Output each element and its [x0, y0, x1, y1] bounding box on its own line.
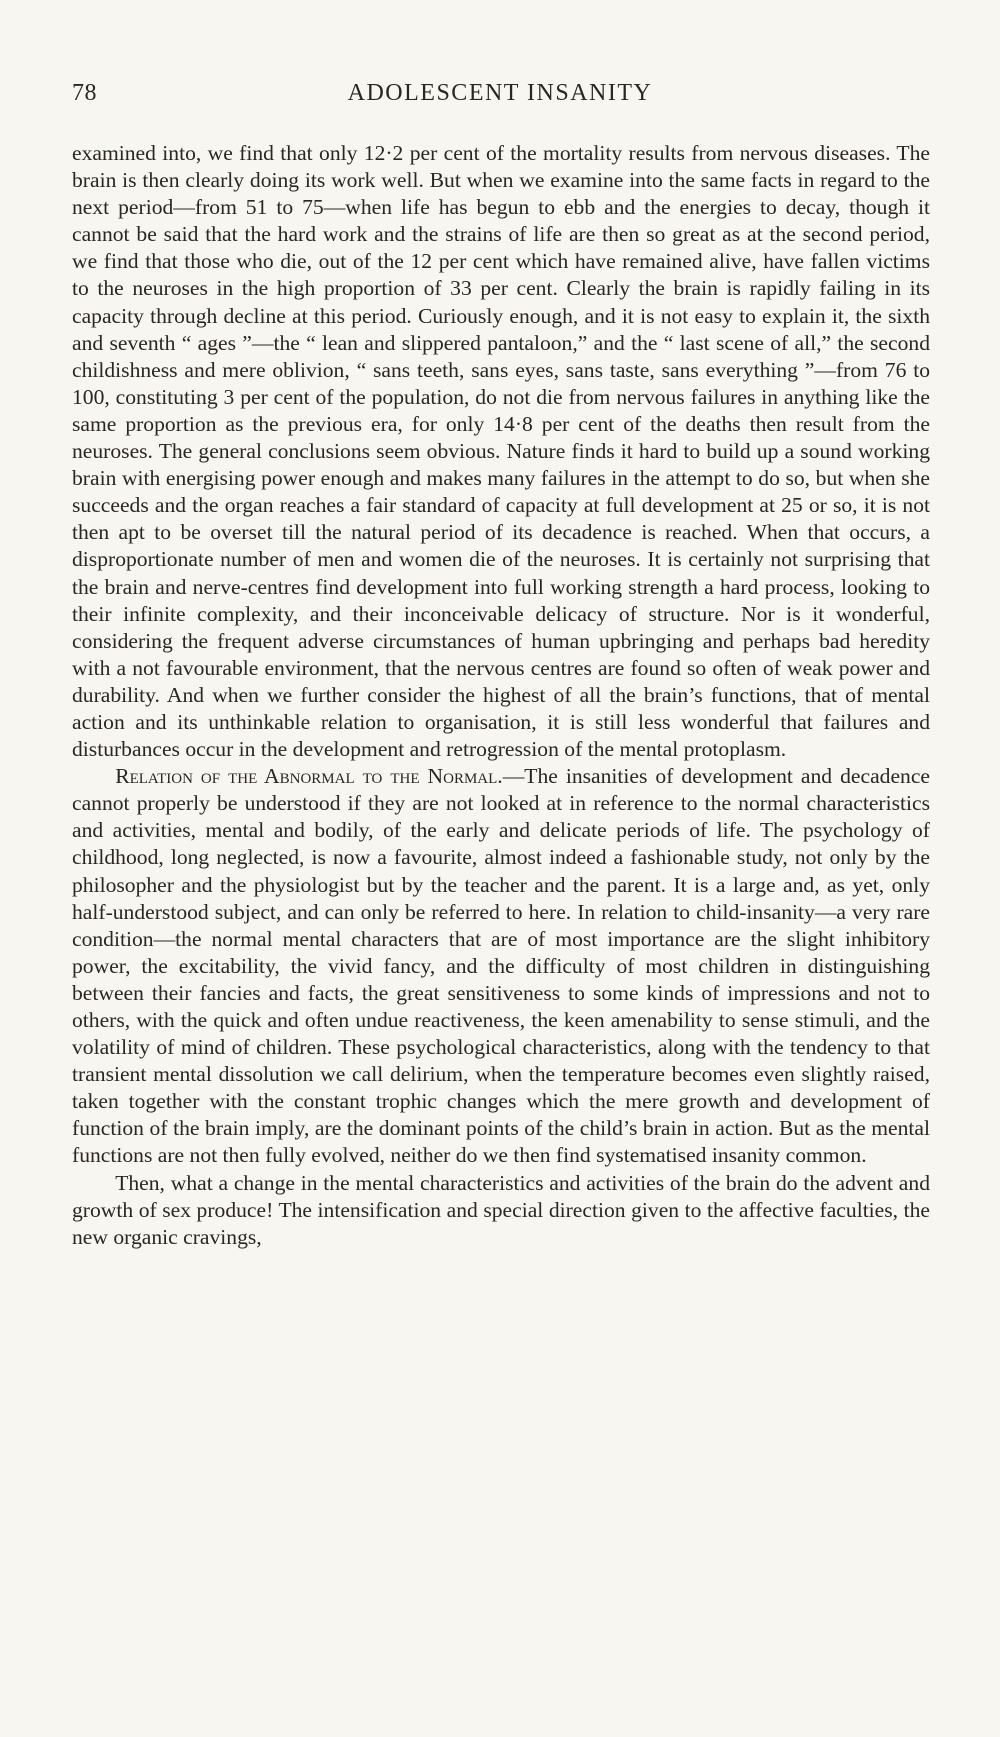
paragraph — [72, 763, 930, 1169]
paragraph: Then, what a change in the mental characteristics and activities of the brain do the advent and growth of sex produce! The intensification and special direction given to the affective faculties, the new organic cravings, — [72, 1170, 930, 1249]
page-number: 78 — [72, 80, 97, 106]
running-head: ADOLESCENT INSANITY — [347, 80, 653, 106]
section-heading: Relation of the Abnormal to the Normal. — [115, 764, 503, 789]
body-text — [72, 140, 930, 1251]
paragraph: examined into, we find that only 12·2 per cent of the mortality results from nervous diseases. The brain is then clearly doing its work well. But when we examine into the same facts in regard to the next period—from 51 to 75—when life has begun to ebb and the energies to decay, though it cannot be said that the hard work and the strains of life are then so great as at the second period, we find that those who die, out of the 12 per cent which have remained alive, have fallen victims to the neuroses in the high proportion of 33 per cent. Clearly the brain is rapidly failing in its capacity through decline at this period. Curiously enough, and it is not easy to explain it, the sixth and seventh “ ages ”—the “ lean and slippered pantaloon,” and the “ last scene of all,” the second childishness and mere oblivion, “ sans teeth, sans eyes, sans taste, sans everything ”—from 76 to 100, constituting 3 per cent of the population, do not die from nervous failures in anything like the same proportion as the previous era, for only 14·8 per cent of the deaths then result from the neuroses. The general conclusions seem obvious. Nature finds it hard to build up a sound working brain with energising power enough and makes many failures in the attempt to do so, but when she succeeds and the organ reaches a fair standard of capacity at full development at 25 or so, it is not then apt to be overset till the natural period of its decadence is reached. When that occurs, a disproportionate number of men and women die of the neuroses. It is certainly not surprising that the brain and nerve-centres find development into full working strength a hard process, looking to their infinite complexity, and their inconceivable delicacy of structure. Nor is it wonderful, considering the frequent adverse circumstances of human upbringing and perhaps bad heredity with a not favourable environment, that the nervous centres are found so often of weak power and durability. And when we further consider the highest of all the brain’s functions, that of mental action and its unthinkable relation to organisation, it is still less wonderful that failures and disturbances occur in the development and retrogression of the mental protoplasm. — [72, 141, 930, 762]
page-header — [72, 80, 928, 114]
paragraph-text: —The insanities of development and decadence cannot properly be understood if they are not looked at in reference to the normal characteristics and activities, mental and bodily, of the early and delicate periods of life. The psychology of childhood, long neglected, is now a favourite, almost indeed a fashionable study, not only by the philosopher and the physiologist but by the teacher and the parent. It is a large and, as yet, only half-understood subject, and can only be referred to here. In relation to child-insanity—a very rare condition—the normal mental characters that are of most importance are the slight inhibitory power, the excitability, the vivid fancy, and the difficulty of most children in distinguishing between their fancies and facts, the great sensitiveness to some kinds of impressions and not to others, with the quick and often undue reactiveness, the keen amenability to sense stimuli, and the volatility of mind of children. These psychological characteristics, along with the tendency to that transient mental dissolution we call delirium, when the temperature becomes even slightly raised, taken together with the constant trophic changes which the mere growth and development of function of the brain imply, are the dominant points of the child’s brain in action. But as the mental functions are not then fully evolved, neither do we then find systematised insanity common. — [72, 764, 930, 1168]
